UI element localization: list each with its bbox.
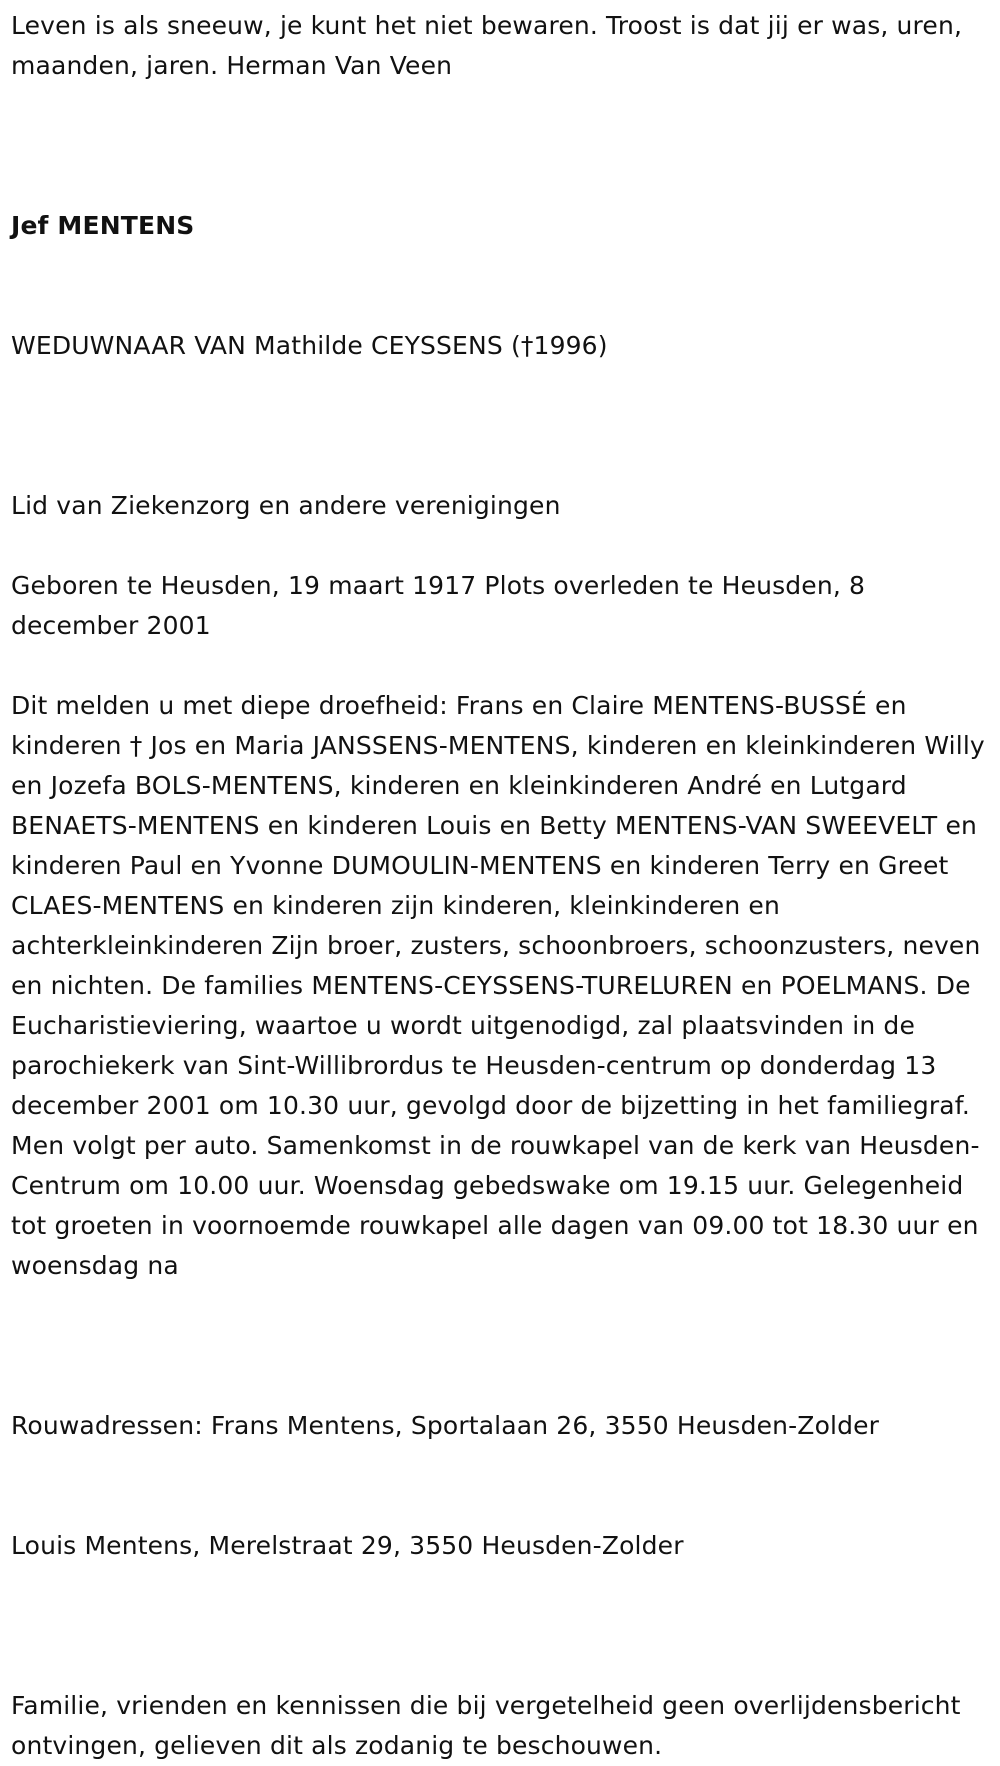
address-line: Louis Mentens, Merelstraat 29, 3550 Heusden-Zolder [11,1531,684,1560]
membership-text: Lid van Ziekenzorg en andere verenigingen [11,491,561,520]
deceased-block [11,126,986,446]
deceased-name: Jef MENTENS [11,211,195,240]
spouse-line: WEDUWNAAR VAN Mathilde CEYSSENS (†1996) [11,331,608,360]
opening-quote: Leven is als sneeuw, je kunt het niet bewaren. Troost is dat jij er was, uren, maanden, jaren. Herman Van Veen [11,11,971,80]
closing-text: Familie, vrienden en kennissen die bij vergetelheid geen overlijdensbericht ontvingen, gelieven dit als zodanig te beschouwen. [11,1691,969,1760]
announcement-text: Dit melden u met diepe droefheid: Frans en Claire MENTENS-BUSSÉ en kinderen † Jos en Maria JANSSENS-MENTENS, kinderen en kleinkinderen Willy en Jozefa BOLS-MENTENS, kinderen en kleinkinderen André en Lutgard BENAETS-MENTENS en kinderen Louis en Betty MENTENS-VAN SWEEVELT en kinderen Paul en Yvonne DUMOULIN-MENTENS en kinderen Terry en Greet CLAES-MENTENS en kinderen zijn kinderen, kleinkinderen en achterkleinkinderen Zijn broer, zusters, schoonbroers, schoonzusters, neven en nichten. De families MENTENS-CEYSSENS-TURELUREN en POELMANS. De Eucharistieviering, waartoe u wordt uitgenodigd, zal plaatsvinden in de parochiekerk van Sint-Willibrordus te Heusden-centrum op donderdag 13 december 2001 om 10.30 uur, gevolgd door de bijzetting in het familiegraf. Men volgt per auto. Samenkomst in de rouwkapel van de kerk van Heusden-Centrum om 10.00 uur. Woensdag gebedswake om 19.15 uur. Gelegenheid tot groeten in voornoemde rouwkapel alle dagen van 09.00 tot 18.30 uur en woensdag na [11,691,993,1280]
addresses-block [11,1326,986,1646]
birth-death-text: Geboren te Heusden, 19 maart 1917 Plots overleden te Heusden, 8 december 2001 [11,571,874,640]
address-line: Rouwadressen: Frans Mentens, Sportalaan 26, 3550 Heusden-Zolder [11,1411,880,1440]
